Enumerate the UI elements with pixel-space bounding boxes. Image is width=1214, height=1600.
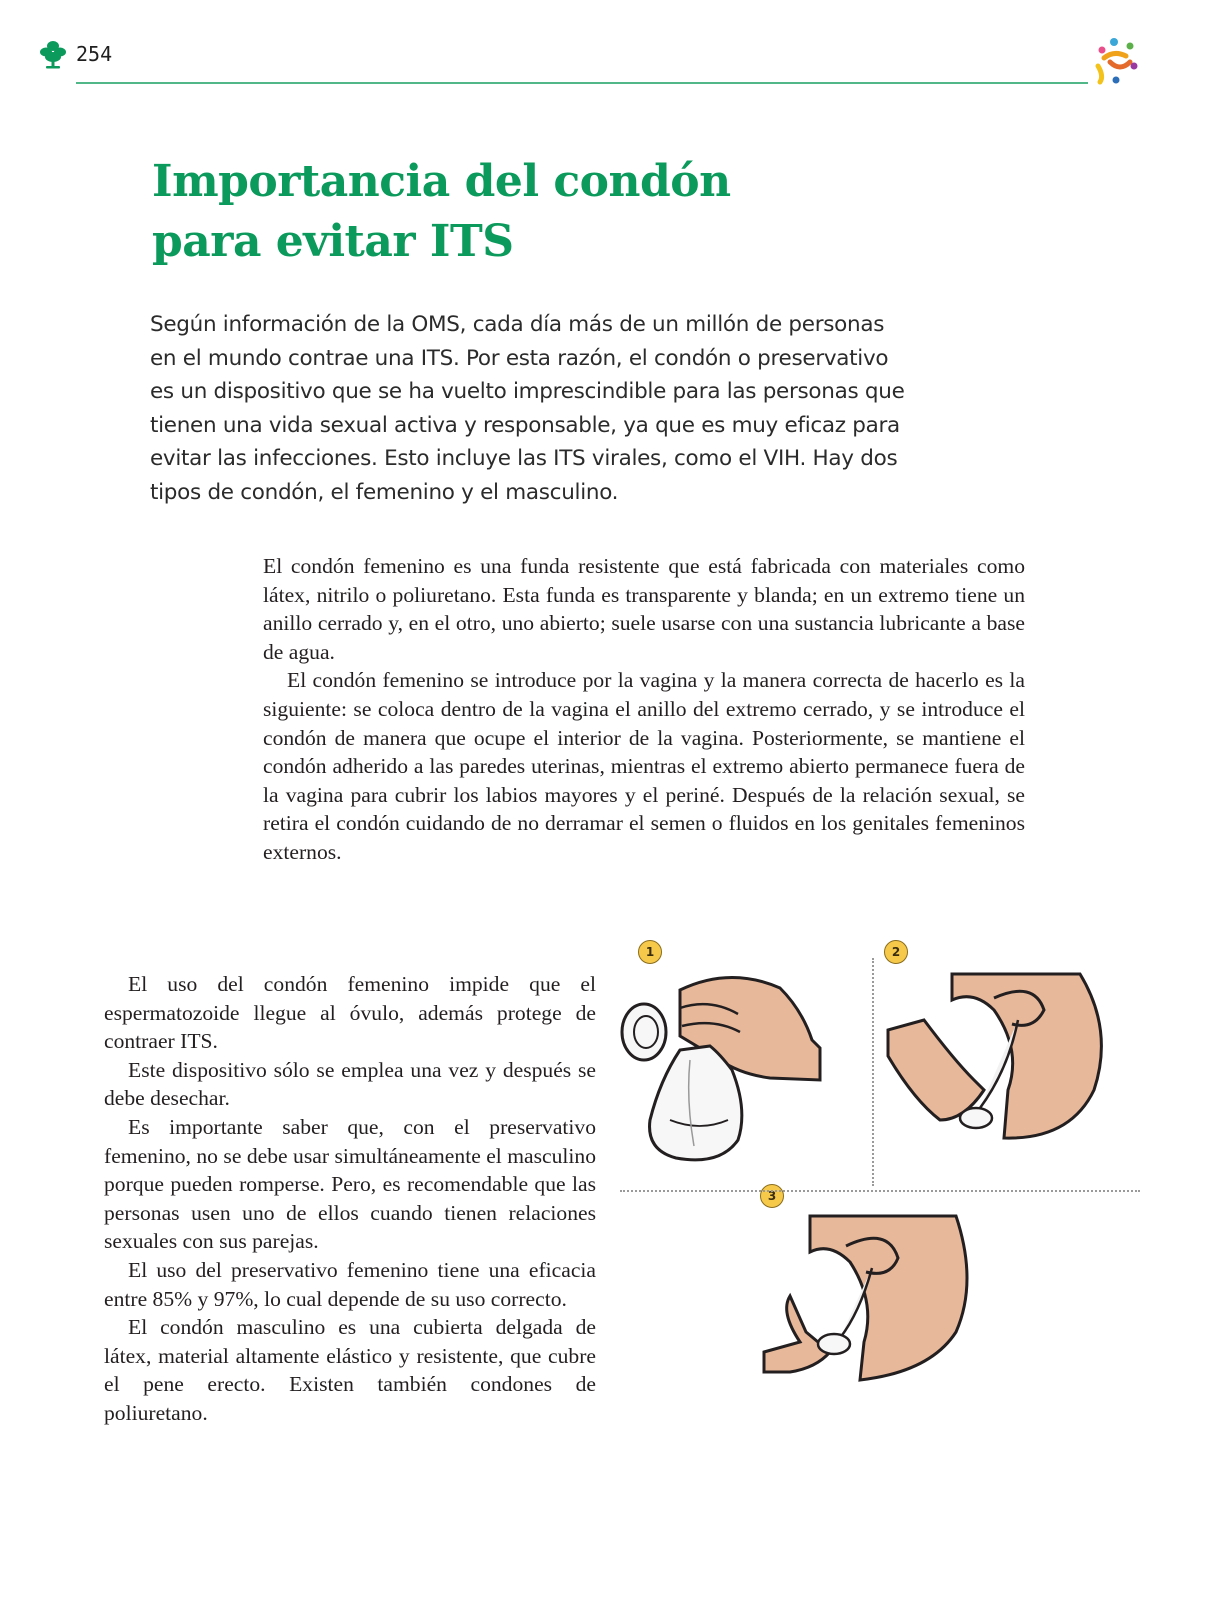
- left-paragraph-4: El uso del preservativo femenino tiene una eficacia entre 85% y 97%, lo cual depende de su uso correcto.: [104, 1257, 596, 1311]
- female-condom-steps-figure: [620, 945, 1140, 1410]
- figure-divider-vertical: [872, 958, 874, 1186]
- page-number: 254: [76, 42, 113, 66]
- female-condom-paragraph-2: El condón femenino se introduce por la vagina y la manera correcta de hacerlo es la siguiente: se coloca dentro de la vagina el anillo del extremo cerrado, y se introduce el condón de manera que ocupe el interior de la vagina. Posteriormente, se mantiene el condón adherido a las paredes uterinas, mientras el extremo abierto permanece fuera de la vagina para cubrir los labios mayores y el periné. Después de la relación sexual, se retira el condón cuidando de no derramar el semen o fluidos en los genitales femeninos externos.: [263, 668, 1025, 864]
- intro-paragraph: Según información de la OMS, cada día más de un millón de personas en el mundo contrae una ITS. Por esta razón, el condón o preservativo es un dispositivo que se ha vuelto imprescindible para las personas que tienen una vida sexual activa y responsable, ya que es muy eficaz para evitar las infecciones. Esto incluye las ITS virales, como el VIH. Hay dos tipos de condón, el femenino y el masculino.: [150, 312, 905, 505]
- tree-logo-icon: [40, 40, 66, 70]
- left-paragraph-1: El uso del condón femenino impide que el espermatozoide llegue al óvulo, además protege de contraer ITS.: [104, 972, 596, 1054]
- insertion-step-2-illustration: [884, 970, 1114, 1180]
- step-badge-3: 3: [760, 1184, 784, 1208]
- left-paragraph-3: Es importante saber que, con el preservativo femenino, no se debe usar simultáneamente el masculino porque pueden romperse. Pero, es recomendable que las personas usen uno de ellos cuando tienen relaciones sexuales con sus parejas.: [104, 1114, 596, 1254]
- left-paragraph-2: Este dispositivo sólo se emplea una vez y después se debe desechar.: [104, 1057, 596, 1111]
- header-rule: [76, 82, 1088, 84]
- series-logo-icon: [1090, 36, 1144, 86]
- step-badge-1: 1: [638, 940, 662, 964]
- page-title-line-1: Importancia del condón: [152, 156, 731, 207]
- left-paragraph-5: El condón masculino es una cubierta delgada de látex, material altamente elástico y resistente, que cubre el pene erecto. Existen también condones de poliuretano.: [104, 1315, 596, 1425]
- hand-holding-condom-illustration: [620, 970, 860, 1180]
- page-title-line-2: para evitar ITS: [152, 216, 514, 267]
- step-badge-2: 2: [884, 940, 908, 964]
- page-title: [152, 152, 731, 272]
- condom-in-place-step-3-illustration: [760, 1212, 980, 1402]
- figure-divider-horizontal: [620, 1190, 1140, 1192]
- female-condom-section: [263, 552, 1025, 867]
- female-condom-paragraph-1: El condón femenino es una funda resistente que está fabricada con materiales como látex, nitrilo o poliuretano. Esta funda es transparente y blanda; en un extremo tiene un anillo cerrado y, en el otro, uno abierto; suele usarse con una sustancia lubricante a base de agua.: [263, 554, 1025, 664]
- left-column-text: [104, 970, 596, 1428]
